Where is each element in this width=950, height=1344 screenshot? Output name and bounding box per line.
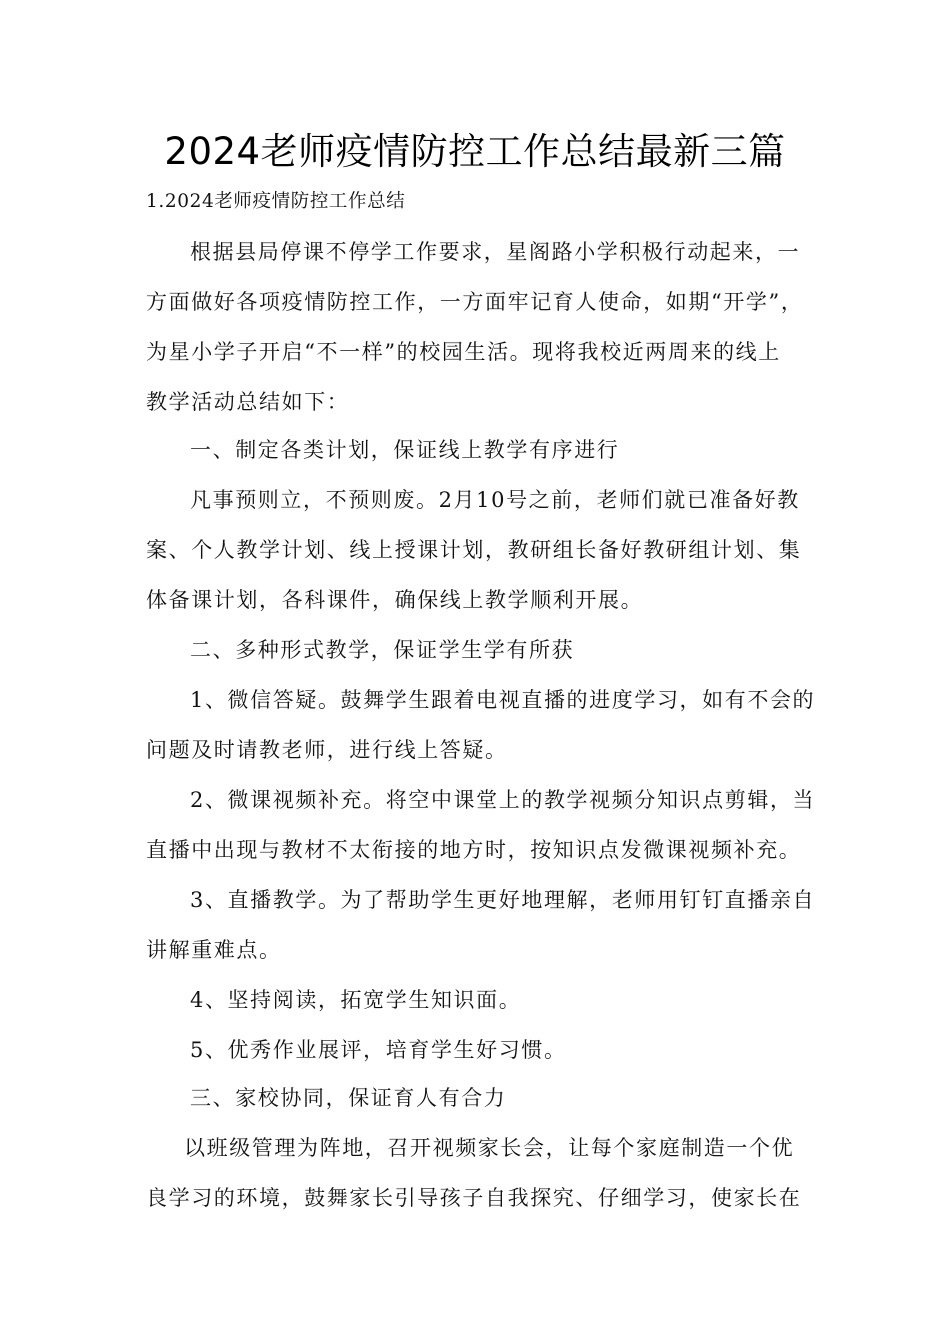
paragraph-line: 直播中出现与教材不太衔接的地方时，按知识点发微课视频补充。 xyxy=(146,838,802,862)
paragraph-line: 为星小学子开启“不一样”的校园生活。现将我校近两周来的线上 xyxy=(146,340,781,364)
section-heading: 三、家校协同，保证育人有合力 xyxy=(190,1086,507,1110)
paragraph-line: 4、坚持阅读，拓宽学生知识面。 xyxy=(190,988,522,1012)
paragraph-line: 1、微信答疑。鼓舞学生跟着电视直播的进度学习，如有不会的 xyxy=(190,688,816,712)
paragraph-line: 教学活动总结如下： xyxy=(146,390,350,414)
paragraph-line: 凡事预则立，不预则废。2月10号之前，老师们就已准备好教 xyxy=(190,488,800,512)
paragraph-line: 讲解重难点。 xyxy=(146,938,282,962)
paragraph-line: 体备课计划，各科课件，确保线上教学顺利开展。 xyxy=(146,588,644,612)
section-heading: 一、制定各类计划，保证线上教学有序进行 xyxy=(190,438,620,462)
paragraph-line: 5、优秀作业展评，培育学生好习惯。 xyxy=(190,1038,567,1062)
paragraph-line: 良学习的环境，鼓舞家长引导孩子自我探究、仔细学习，使家长在 xyxy=(146,1186,802,1210)
paragraph-line: 3、直播教学。为了帮助学生更好地理解，老师用钉钉直播亲自 xyxy=(190,888,816,912)
paragraph-line: 案、个人教学计划、线上授课计划，教研组长备好教研组计划、集 xyxy=(146,538,802,562)
document-title: 2024老师疫情防控工作总结最新三篇 xyxy=(164,130,786,173)
section-subheading: 1.2024老师疫情防控工作总结 xyxy=(146,191,406,212)
paragraph-line: 以班级管理为阵地，召开视频家长会，让每个家庭制造一个优 xyxy=(184,1136,795,1160)
paragraph-line: 方面做好各项疫情防控工作，一方面牢记育人使命，如期“开学”， xyxy=(146,290,804,314)
paragraph-line: 问题及时请教老师，进行线上答疑。 xyxy=(146,738,508,762)
paragraph-line: 根据县局停课不停学工作要求，星阁路小学积极行动起来，一 xyxy=(190,240,801,264)
paragraph-line: 2、微课视频补充。将空中课堂上的教学视频分知识点剪辑，当 xyxy=(190,788,816,812)
section-heading: 二、多种形式教学，保证学生学有所获 xyxy=(190,638,575,662)
